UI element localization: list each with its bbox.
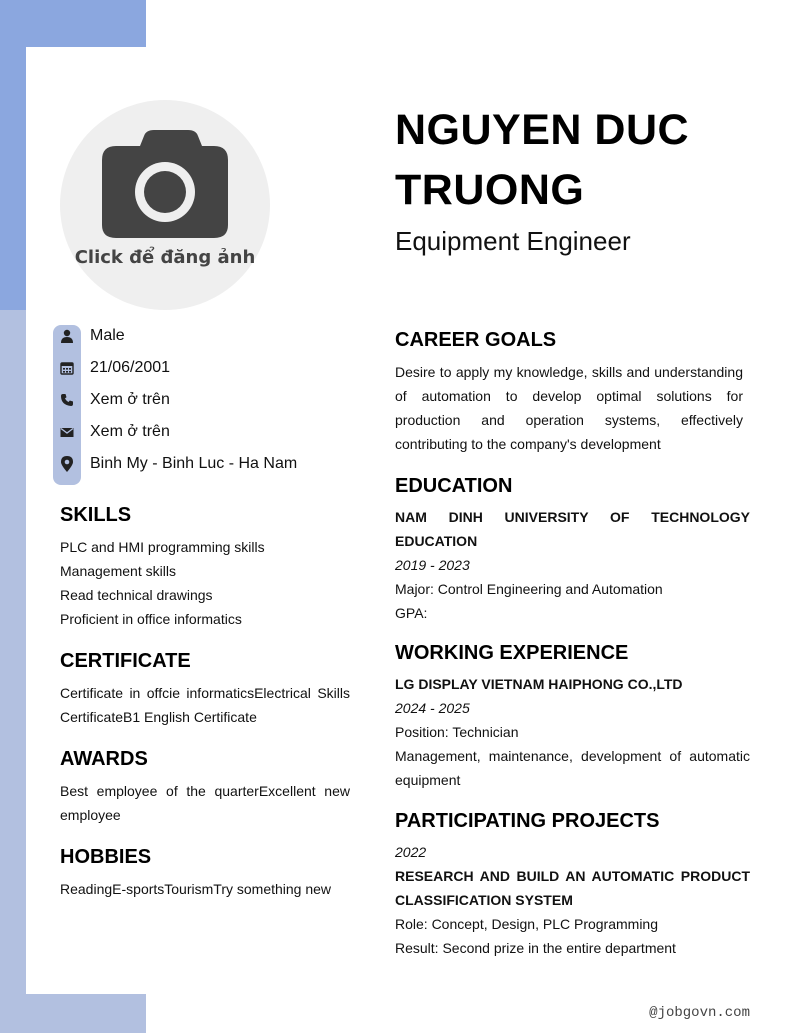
company-name: LG DISPLAY VIETNAM HAIPHONG CO.,LTD	[395, 676, 683, 692]
mail-icon	[60, 425, 74, 439]
job-title: Equipment Engineer	[395, 226, 631, 256]
education-entry	[395, 505, 750, 625]
phone-icon	[60, 393, 74, 407]
footer-watermark: @jobgovn.com	[649, 1005, 750, 1021]
person-icon	[60, 329, 74, 343]
calendar-icon	[60, 361, 74, 375]
certificate-text: Certificate in offcie informaticsElectrical Skills CertificateB1 English Certificate	[60, 685, 350, 725]
info-gender: Male	[60, 320, 125, 352]
education-period: 2019 - 2023	[395, 557, 470, 573]
career-goals-text: Desire to apply my knowledge, skills and understanding of automation to develop optimal solutions for production and operation systems, effectively contributing to the company's development	[395, 364, 743, 452]
info-email: Xem ở trên	[60, 416, 170, 448]
list-item: Proficient in office informatics	[60, 611, 242, 627]
education-major: Major: Control Engineering and Automation	[395, 581, 663, 597]
info-phone: Xem ở trên	[60, 384, 170, 416]
awards-text: Best employee of the quarterExcellent new employee	[60, 783, 350, 823]
location-pin-icon	[60, 457, 74, 471]
education-heading: EDUCATION	[395, 475, 513, 497]
hobbies-text: ReadingE-sportsTourismTry something new	[60, 881, 332, 897]
hobbies-heading: HOBBIES	[60, 846, 152, 868]
photo-upload-label: Click để đăng ảnh	[74, 247, 256, 268]
projects-heading: PARTICIPATING PROJECTS	[395, 810, 660, 832]
list-item: PLC and HMI programming skills	[60, 539, 265, 555]
experience-description: Management, maintenance, development of automatic equipment	[395, 748, 750, 788]
list-item: Management skills	[60, 563, 176, 579]
certificate-heading: CERTIFICATE	[60, 650, 191, 672]
decor-bar-bottom	[0, 994, 146, 1033]
project-entry	[395, 840, 750, 960]
list-item: Read technical drawings	[60, 587, 213, 603]
photo-upload[interactable]	[60, 100, 270, 310]
skills-list	[60, 535, 350, 631]
school-name: NAM DINH UNIVERSITY OF TECHNOLOGY EDUCATION	[395, 509, 750, 549]
project-role: Role: Concept, Design, PLC Programming	[395, 916, 659, 932]
decor-bar-left	[0, 310, 26, 1033]
awards-heading: AWARDS	[60, 748, 148, 770]
experience-position: Position: Technician	[395, 724, 519, 740]
experience-heading: WORKING EXPERIENCE	[395, 642, 629, 664]
camera-icon	[102, 130, 228, 240]
experience-period: 2024 - 2025	[395, 700, 470, 716]
project-year: 2022	[395, 844, 427, 860]
career-goals-heading: CAREER GOALS	[395, 329, 557, 351]
project-name: RESEARCH AND BUILD AN AUTOMATIC PRODUCT CLASSIFICATION SYSTEM	[395, 868, 750, 908]
skills-heading: SKILLS	[60, 504, 132, 526]
info-address: Binh My - Binh Luc - Ha Nam	[60, 448, 297, 480]
info-birthdate: 21/06/2001	[60, 352, 170, 384]
candidate-name: NGUYEN DUC TRUONG	[395, 106, 690, 214]
experience-entry	[395, 672, 750, 792]
education-gpa: GPA:	[395, 605, 428, 621]
project-result: Result: Second prize in the entire department	[395, 940, 676, 956]
